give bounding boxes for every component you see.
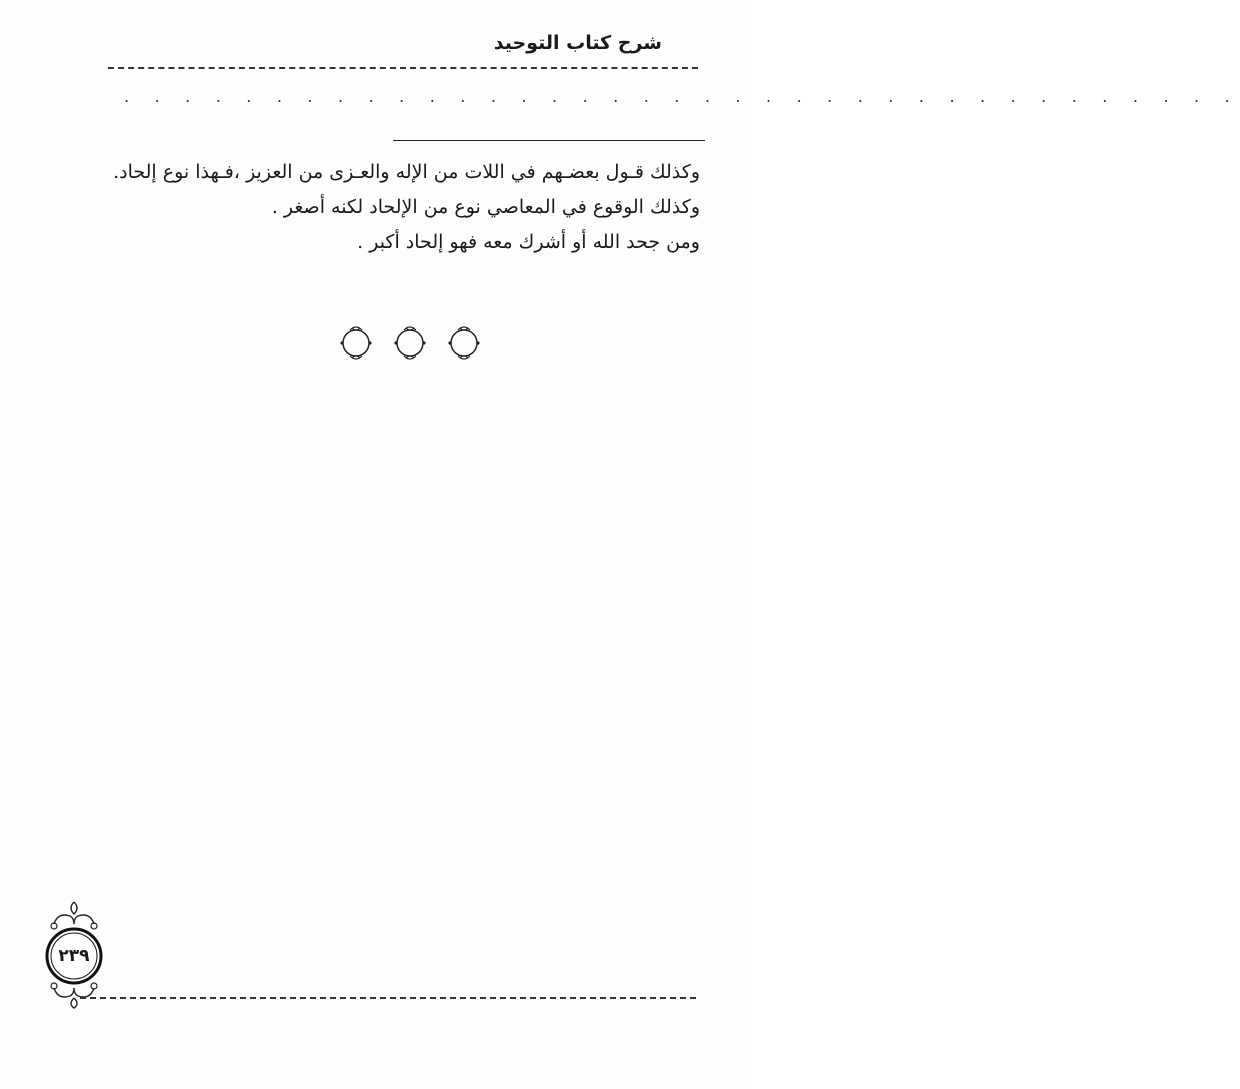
body-text xyxy=(110,155,700,260)
paragraph-3: ومن جحد الله أو أشرك معه فهو إلحاد أكبر . xyxy=(357,231,700,253)
paragraph-1: وكذلك قـول بعضـهم في اللات من الإله والعـزى من العزيز ،فـهذا نوع إلحاد. xyxy=(113,161,700,183)
dotted-separator: . . . . . . . . . . . . . . . . . . . . . . . . . . . . . . . . . . . . . xyxy=(124,87,1240,106)
footer-rule xyxy=(80,997,696,999)
paragraph-2: وكذلك الوقوع في المعاصي نوع من الإلحاد لكنه أصغر . xyxy=(271,196,700,218)
page-number: ٢٣٩ xyxy=(58,946,90,966)
floral-medallion-icon xyxy=(445,322,483,362)
section-end-ornaments xyxy=(337,322,483,362)
floral-medallion-icon xyxy=(337,322,375,362)
header-rule xyxy=(108,67,698,69)
running-header-title: شرح كتاب التوحيد xyxy=(493,32,662,54)
floral-medallion-icon xyxy=(391,322,429,362)
section-rule xyxy=(393,140,705,141)
